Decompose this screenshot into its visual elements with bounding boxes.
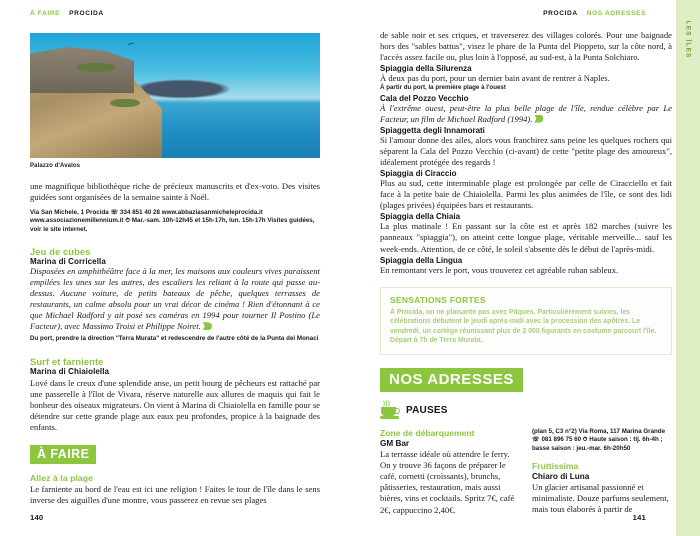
steam-icon: ))) — [383, 401, 391, 408]
sensations-fortes-box — [380, 287, 672, 355]
coffee-cup-icon — [380, 401, 400, 419]
section-body-corricella — [30, 266, 320, 333]
beach-body-ciraccio: Plus au sud, cette interminable plage est prolongée par celle de Ciracciello et fait face à la petite baie de Chiaiolella. Parmi les plus animées de l'île, ce sont des lidi (plages privées) équipées bars et restaurants. — [380, 178, 672, 211]
nos-adresses-banner: NOS ADRESSES — [380, 368, 523, 392]
beach-name-chiaia: Spiaggia della Chiaia — [380, 212, 461, 222]
runhead-place-label-right: PROCIDA — [543, 10, 578, 17]
address-name-chiaro-di-luna: Chiaro di Luna — [532, 472, 590, 482]
beach-body-innamorati: Si l'amour donne des ailes, alors vous franchirez sans peine les quelques rochers qui séparent la Cala del Pozzo Vecchio (ci-avant) de cette "petite plage des amoureux", idéalement protégée des regards ! — [380, 134, 672, 167]
left-running-head — [30, 10, 320, 17]
beach-body-chiaia: La plus matinale ! En passant sur la côte est et après 182 marches (suivre les panneaux "spiaggia"), on atteint cette longue plage, véritable merveille... sauf les week-ends. Attention, de ce côté, le soleil s'absente dès le début de l'après-midi. — [380, 221, 672, 254]
intro-practical-info: Via San Michele, 1 Procida ☏ 334 851 40 28 www.abbaziasanmicheleprocida.it www.associazionemillennium.it ⏱ Mar.-sam. 10h-12h45 et 15h-17h, lun. 15h-17h Visites guidées, voir le site internet. — [30, 209, 315, 233]
address-body-chiaro-di-luna: Un glacier artisanal passionné et minimaliste. Douze parfums seulement, mais tous élaborés à partir de — [532, 482, 669, 515]
right-running-head — [380, 10, 672, 17]
a-faire-banner-wrap — [30, 445, 320, 464]
section-body-chiaiolella: Lové dans le creux d'une splendide anse, un petit bourg de pêcheurs est rattaché par une passerelle à l'îlot de Vivara, réserve naturelle aux allures de maquis qui fait le bonheur des oiseaux migrateurs. On vient à Marina di Chiaiolella en famille pour se détendre sur cette grande plage aux eaux peu profondes, propice à la baignade des enfants. — [30, 377, 320, 432]
continuation-paragraph: de sable noir et ses criques, et traverserez des villages colorés. Pour une baignade hors des "sables battus", visez le phare de la Punta del Pioppeto, sur la côte nord, à l'accès assez facile ou, plus loin à l'opposé, au sud-est, à la Punta Solchiaro. — [380, 30, 672, 63]
section-heading-allez-a-la-plage: Allez à la plage — [30, 473, 93, 484]
folio-left: 140 — [30, 513, 44, 522]
beach-name-ciraccio: Spiaggia di Ciraccio — [380, 169, 457, 179]
beach-name-innamorati: Spiaggetta degli Innamorati — [380, 125, 485, 135]
side-tab — [676, 0, 700, 536]
cup-saucer-shape — [380, 416, 399, 419]
address-category-fruttissima: Fruttissima — [532, 461, 579, 472]
section-heading-jeu-de-cubes: Jeu de cubes — [30, 245, 91, 257]
address-column-left — [380, 428, 519, 516]
section-subheading-corricella: Marina di Corricella — [30, 256, 106, 266]
sensations-body: À Procida, on ne plaisante pas avec Pâques. Particulièrement suivies, les célébrations débutent le jeudi après-midi avec la procession des apôtres. Le vendredi, un cortège réunissant plus de 2 000 figurants en costume parcourt l'île. Départ à 7h de Terra Murata. — [390, 308, 657, 345]
beach-name-lingua: Spiaggia della Lingua — [380, 255, 463, 265]
pauses-label: PAUSES — [406, 404, 448, 416]
pozzo-vecchio-text: À l'extrême ouest, peut-être la plus belle plage de l'île, rendue célèbre par Le Facteur, un film de Michael Radford (1994). — [380, 102, 672, 124]
cup-handle-shape — [394, 408, 400, 414]
corricella-text: Disposées en amphithéâtre face à la mer, les maisons aux couleurs vives paraissent empilées les unes sur les autres, des escaliers les reliant à la route qui passe au-dessus. Aucune voiture, de petits bateaux de pêche, quelques terrasses de restaurants, un calme absolu pour un vrai décor de cinéma ! Rien d'étonnant à ce que Michael Radford y ait posé ses caméras en 1994 pour tourner Il Postino (Le Facteur), avec Massimo Troisi et Philippe Noiret. — [30, 265, 320, 332]
bird-shape — [128, 42, 136, 47]
section-heading-surf-farniente: Surf et farniente — [30, 355, 104, 367]
palazzo-davalos-photo — [30, 33, 320, 158]
runhead-section-label-right: NOS ADRESSES — [586, 10, 646, 17]
beach-name-silurenza: Spiaggia della Silurenza — [380, 64, 472, 74]
address-body-gm-bar: La terrasse idéale où attendre le ferry. On y trouve 36 façons de préparer le café, cornetti (croissants), brunchs, pâtisseries, restauration, mais aussi bières, vins et cocktails. Spritz 7€, café 2€, cappuccino 2,40€. — [380, 449, 515, 515]
vegetation-shape-2 — [110, 99, 140, 107]
runhead-place-label: PROCIDA — [69, 10, 104, 17]
intro-paragraph: une magnifique bibliothèque riche de précieux manuscrits et d'ex-voto. Des visites guidées sont organisées de la semaine sainte à Noël. — [30, 181, 320, 203]
side-tab-label: LES ÎLES — [684, 20, 692, 59]
address-name-gm-bar: GM Bar — [380, 439, 410, 449]
vegetation-shape — [76, 63, 116, 72]
beach-name-pozzo-vecchio: Cala del Pozzo Vecchio — [380, 93, 469, 103]
beach-body-silurenza: À deux pas du port, pour un dernier bain avant de rentrer à Naples. — [380, 73, 610, 84]
bookmark-marker-icon-2 — [534, 115, 543, 123]
beach-body-lingua: En remontant vers le port, vous trouverez cet agréable ruban sableux. — [380, 264, 619, 275]
addresses-columns — [380, 428, 672, 516]
bookmark-marker-icon — [203, 322, 212, 330]
address-meta-gm-bar: (plan 5, C3 n°2) Via Roma, 117 Marina Grande ☏ 081 896 75 60 ⏱ Haute saison : tlj. 6h-4h ; basse saison : jeu.-mar. 6h-20h50 — [532, 428, 666, 452]
beach-note-silurenza: À partir du port, la première plage à l'ouest — [380, 84, 506, 92]
pauses-header — [380, 401, 672, 419]
address-category-zone-debarquement: Zone de débarquement — [380, 428, 475, 439]
folio-right: 141 — [632, 513, 646, 522]
section-note-corricella: Du port, prendre la direction "Terra Murata" et redescendre de l'autre côté de la Punta dei Monaci — [30, 335, 319, 343]
beach-body-pozzo-vecchio — [380, 103, 672, 125]
photo-caption: Palazzo d'Avalos — [30, 163, 81, 169]
address-column-right — [532, 428, 671, 516]
section-subheading-chiaiolella: Marina di Chiaiolella — [30, 366, 110, 376]
a-faire-banner: À FAIRE — [30, 445, 96, 464]
nos-adresses-banner-wrap — [380, 368, 672, 392]
section-body-allez-a-la-plage: Le farniente au bord de l'eau est ici une religion ! Faites le tour de l'île dans le sens inverse des aiguilles d'une montre, vous passerez en revue ses plages — [30, 484, 320, 506]
runhead-section-label: À FAIRE — [30, 10, 61, 17]
right-page — [350, 0, 700, 536]
sensations-title: SENSATIONS FORTES — [390, 294, 486, 305]
